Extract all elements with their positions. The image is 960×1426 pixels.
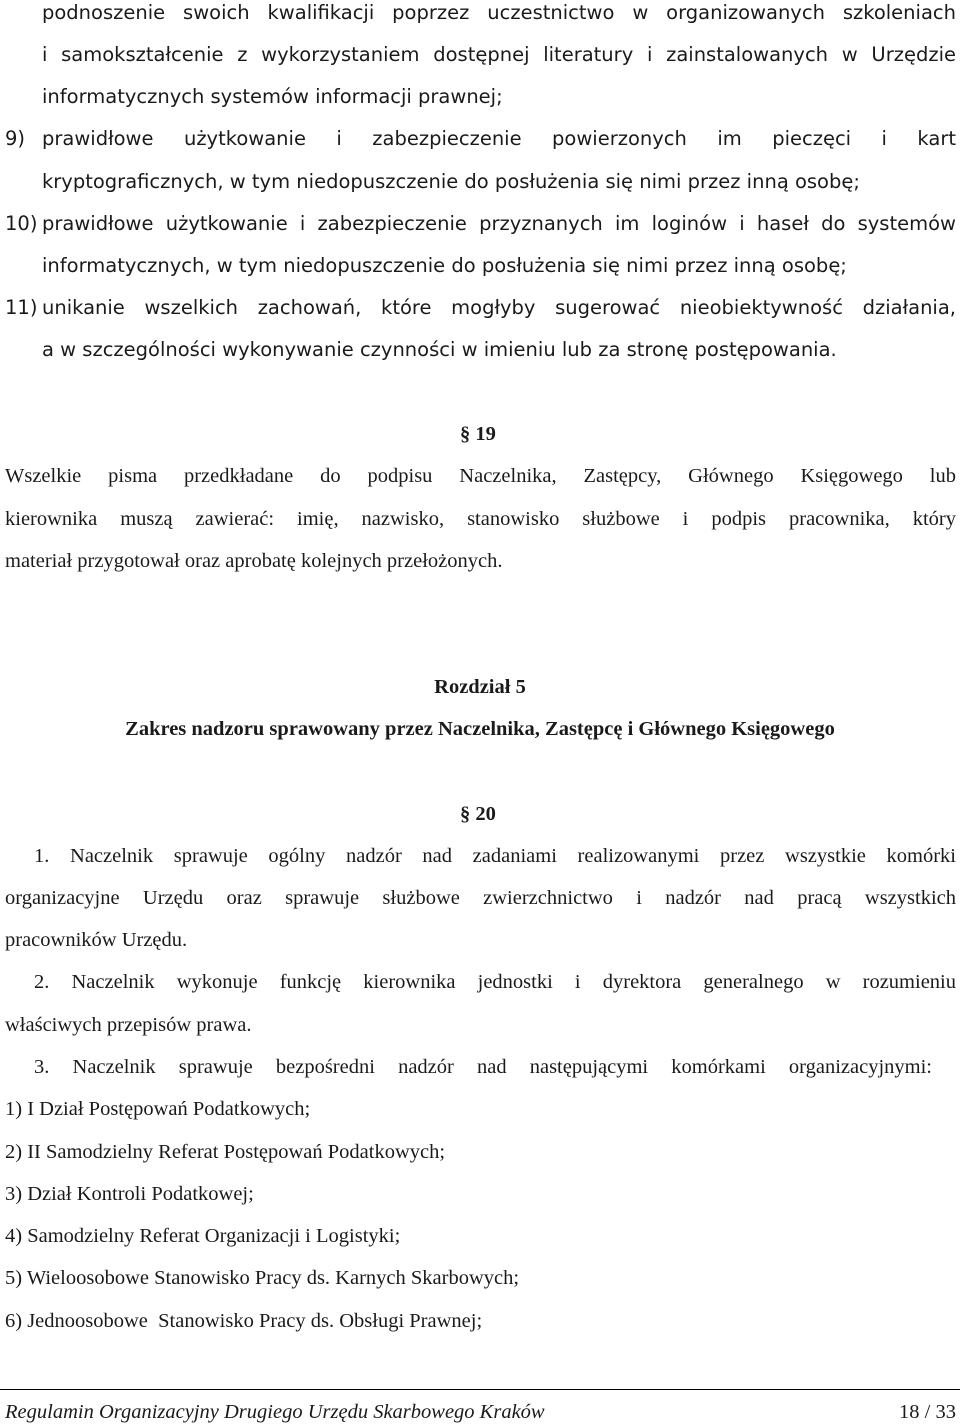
list-item-10-line-1: prawidłowe użytkowanie i zabezpieczenie przyznanych im loginów i haseł do systemów: [42, 212, 956, 235]
unit-list-item-5: 5) Wieloosobowe Stanowisko Pracy ds. Karnych Skarbowych;: [5, 1267, 520, 1289]
list-item-10-line-2: informatycznych, w tym niedopuszczenie do posłużenia się nimi przez inną osobę;: [42, 254, 847, 277]
list-item-11-line-1: unikanie wszelkich zachowań, które mogłyby sugerować nieobiektywność działania,: [42, 296, 956, 319]
list-item-11-number: 11): [5, 296, 38, 319]
unit-list-item-1: 1) I Dział Postępowań Podatkowych;: [5, 1098, 311, 1120]
list-item-9-line-2: kryptograficznych, w tym niedopuszczenie do posłużenia się nimi przez inną osobę;: [42, 170, 860, 193]
footer-divider: [0, 1389, 960, 1390]
list-item-9-number: 9): [5, 127, 26, 150]
list-item-11-line-2: a w szczególności wykonywanie czynności w imieniu lub za stronę postępowania.: [42, 338, 837, 361]
footer-page-number: 18 / 33: [899, 1401, 956, 1423]
paragraph-20-point-1-line-1: 1. Naczelnik sprawuje ogólny nadzór nad zadaniami realizowanymi przez wszystkie komórki: [34, 845, 956, 867]
list-item-8-line-2: i samokształcenie z wykorzystaniem dostępnej literatury i zainstalowanych w Urzędzie: [42, 43, 956, 66]
paragraph-19-mark: § 19: [460, 423, 496, 445]
chapter-subtitle: Zakres nadzoru sprawowany przez Naczelnika, Zastępcę i Głównego Księgowego: [125, 718, 835, 740]
paragraph-19-line-2: kierownika muszą zawierać: imię, nazwisko, stanowisko służbowe i podpis pracownika, który: [5, 508, 956, 530]
paragraph-20-point-2-line-2: właściwych przepisów prawa.: [5, 1014, 252, 1036]
paragraph-20-point-1-line-3: pracowników Urzędu.: [5, 929, 188, 951]
list-item-8-line-3: informatycznych systemów informacji prawnej;: [42, 85, 503, 108]
paragraph-19-line-1: Wszelkie pisma przedkładane do podpisu Naczelnika, Zastępcy, Głównego Księgowego lub: [5, 465, 956, 487]
paragraph-19-line-3: materiał przygotował oraz aprobatę kolejnych przełożonych.: [5, 550, 503, 572]
unit-list-item-4: 4) Samodzielny Referat Organizacji i Logistyki;: [5, 1225, 401, 1247]
unit-list-item-6: 6) Jednoosobowe Stanowisko Pracy ds. Obsługi Prawnej;: [5, 1310, 483, 1332]
list-item-9-line-1: prawidłowe użytkowanie i zabezpieczenie powierzonych im pieczęci i kart: [42, 127, 956, 150]
chapter-title: Rozdział 5: [434, 676, 526, 698]
paragraph-20-point-1-line-2: organizacyjne Urzędu oraz sprawuje służbowe zwierzchnictwo i nadzór nad pracą wszystkich: [5, 887, 956, 909]
paragraph-20-mark: § 20: [460, 803, 496, 825]
paragraph-20-point-3: 3. Naczelnik sprawuje bezpośredni nadzór nad następującymi komórkami organizacyjnymi:: [34, 1056, 932, 1078]
unit-list-item-2: 2) II Samodzielny Referat Postępowań Podatkowych;: [5, 1141, 446, 1163]
list-item-10-number: 10): [5, 212, 38, 235]
paragraph-20-point-2-line-1: 2. Naczelnik wykonuje funkcję kierownika jednostki i dyrektora generalnego w rozumieniu: [34, 971, 956, 993]
list-item-8-line-1: podnoszenie swoich kwalifikacji poprzez uczestnictwo w organizowanych szkoleniach: [42, 1, 956, 24]
footer-document-title: Regulamin Organizacyjny Drugiego Urzędu Skarbowego Kraków: [5, 1401, 545, 1423]
unit-list-item-3: 3) Dział Kontroli Podatkowej;: [5, 1183, 254, 1205]
